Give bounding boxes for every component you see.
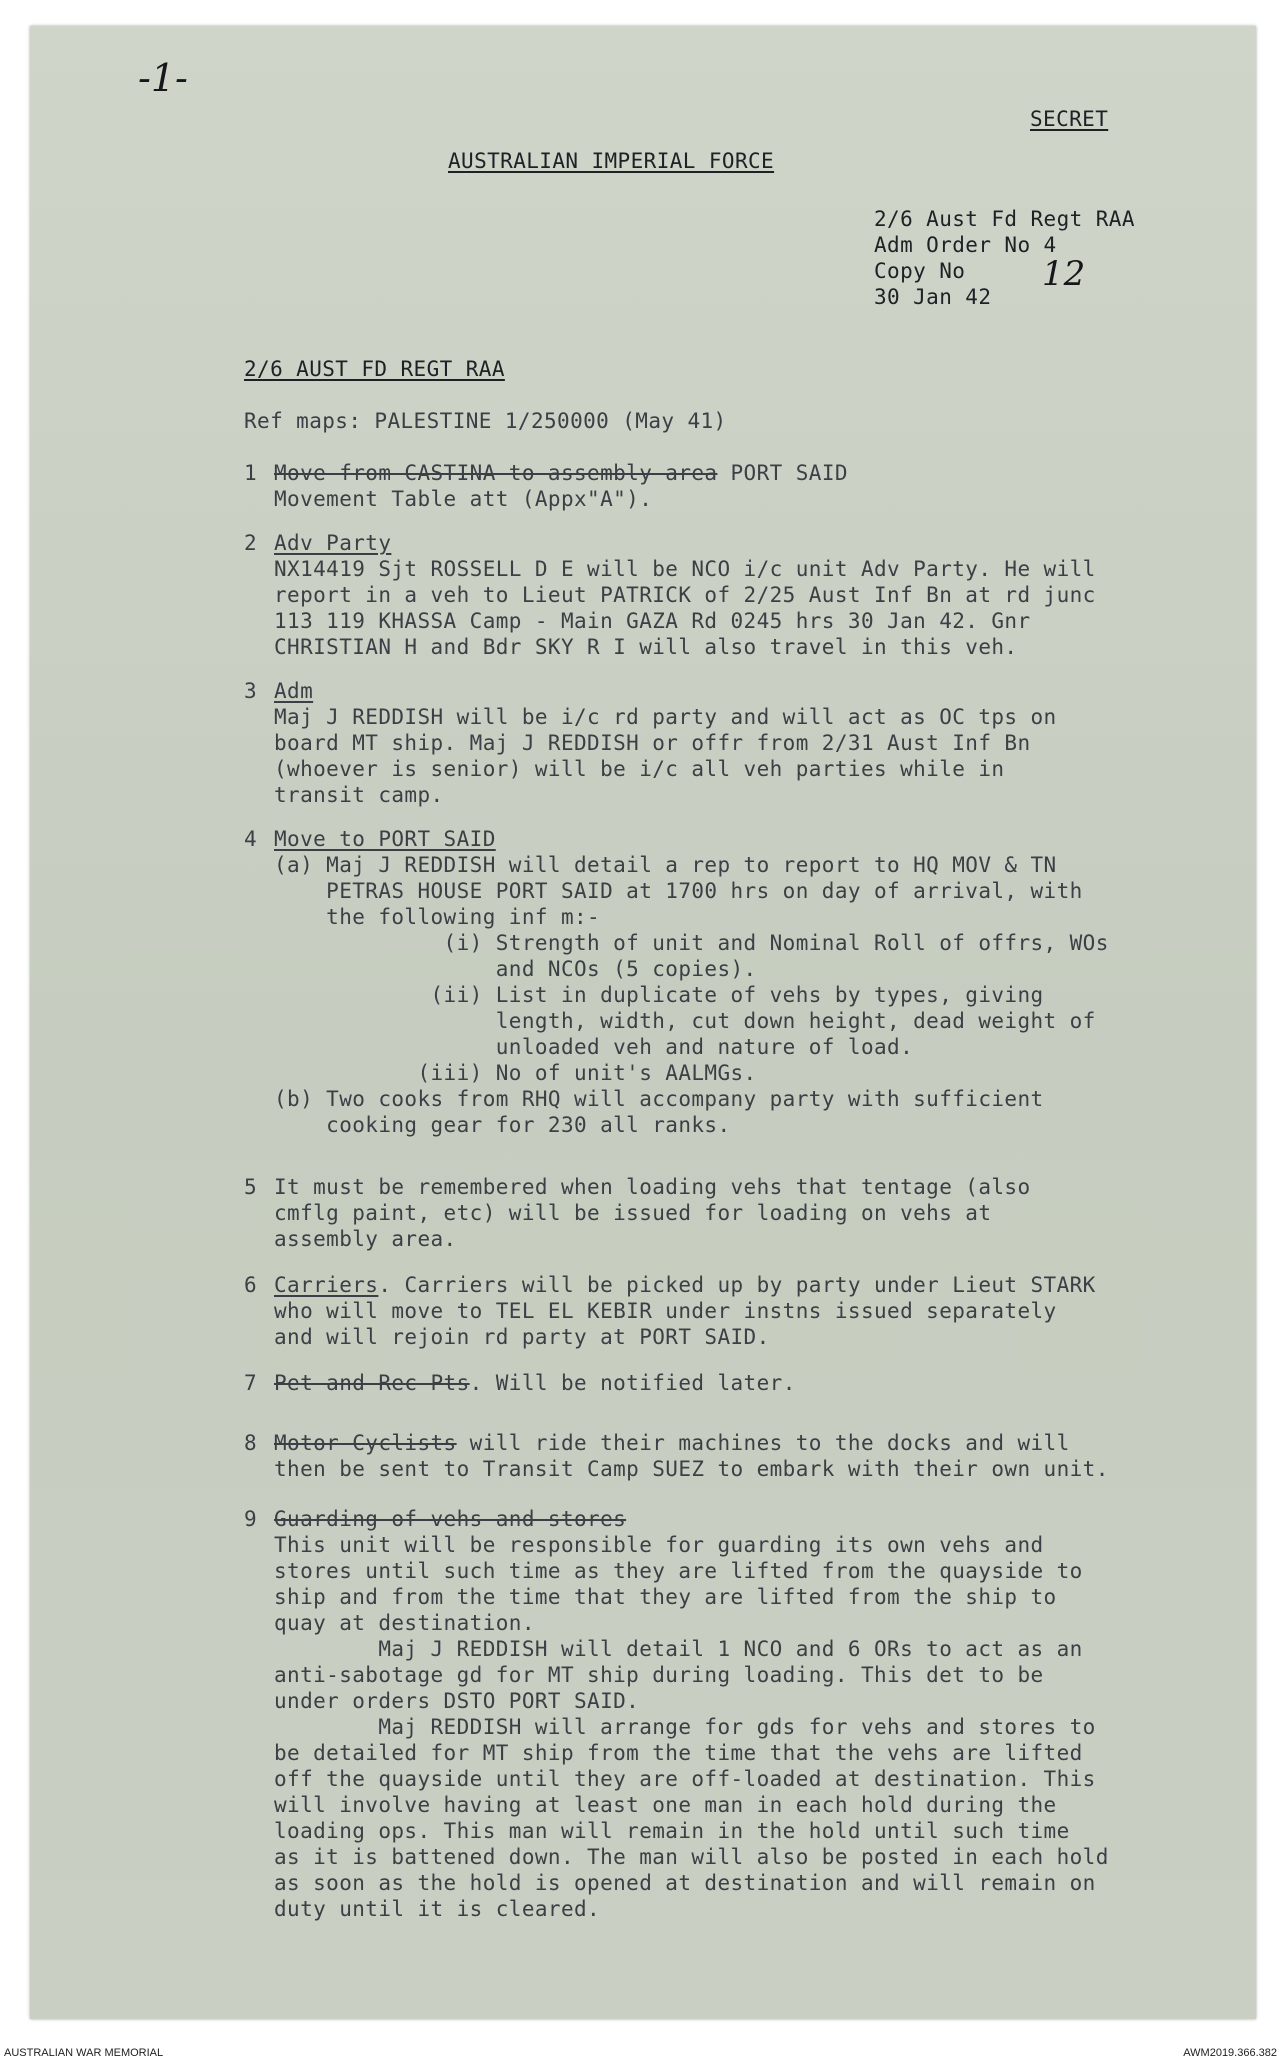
- item-title-tail: . Will be notified later.: [469, 1371, 796, 1395]
- item-line: cmflg paint, etc) will be issued for loading on vehs at: [274, 1201, 992, 1225]
- item-line: stores until such time as they are lifted from the quayside to: [274, 1559, 1083, 1583]
- item-line: be detailed for MT ship from the time that the vehs are lifted: [274, 1741, 1083, 1765]
- order-block: [874, 206, 1135, 310]
- item-line: loading ops. This man will remain in the hold until such time: [274, 1819, 1070, 1843]
- item-line: cooking gear for 230 all ranks.: [274, 1113, 731, 1137]
- item-title-tail: PORT SAID: [717, 461, 848, 485]
- item-line: as it is battened down. The man will also be posted in each hold: [274, 1845, 1109, 1869]
- item-line: who will move to TEL EL KEBIR under instns issued separately: [274, 1299, 1057, 1323]
- copy-label: Copy No: [874, 259, 966, 283]
- order-date: 30 Jan 42: [874, 285, 992, 309]
- order-number: Adm Order No 4: [874, 233, 1057, 257]
- handwritten-copy-number: 12: [1042, 254, 1086, 294]
- item-line: under orders DSTO PORT SAID.: [274, 1689, 640, 1713]
- item-line: and NCOs (5 copies).: [274, 957, 757, 981]
- item-line: Maj J REDDISH will be i/c rd party and will act as OC tps on: [274, 705, 1057, 729]
- item-number: 5: [244, 1175, 258, 1199]
- item-line: duty until it is cleared.: [274, 1897, 601, 1921]
- item-line: assembly area.: [274, 1227, 457, 1251]
- footer-institution: AUSTRALIAN WAR MEMORIAL: [4, 2047, 164, 2059]
- item-title: Guarding of vehs and stores: [274, 1507, 627, 1531]
- item-line: (whoever is senior) will be i/c all veh parties while in: [274, 757, 1005, 781]
- order-unit: 2/6 Aust Fd Regt RAA: [874, 207, 1135, 231]
- item-line: length, width, cut down height, dead weight of: [274, 1009, 1096, 1033]
- item-line: quay at destination.: [274, 1611, 535, 1635]
- item-line: report in a veh to Lieut PATRICK of 2/25 Aust Inf Bn at rd junc: [274, 583, 1096, 607]
- document-heading: AUSTRALIAN IMPERIAL FORCE: [448, 149, 775, 173]
- item-line: (b) Two cooks from RHQ will accompany party with sufficient: [274, 1087, 1044, 1111]
- document-page: [30, 26, 1256, 2019]
- item-line: (a) Maj J REDDISH will detail a rep to report to HQ MOV & TN: [274, 853, 1057, 877]
- item-line: (i) Strength of unit and Nominal Roll of offrs, WOs: [274, 931, 1109, 955]
- item-title-tail: will ride their machines to the docks and will: [456, 1431, 1070, 1455]
- item-line: the following inf m:-: [274, 905, 601, 929]
- footer-accession-number: AWM2019.366.382: [1183, 2047, 1277, 2059]
- item-title: Motor Cyclists: [274, 1431, 457, 1455]
- item-title: Move from CASTINA to assembly area: [274, 461, 718, 485]
- item-title: Move to PORT SAID: [274, 827, 496, 851]
- item-line: CHRISTIAN H and Bdr SKY R I will also travel in this veh.: [274, 635, 1018, 659]
- item-line: unloaded veh and nature of load.: [274, 1035, 914, 1059]
- item-number: 9: [244, 1507, 258, 1531]
- item-line: board MT ship. Maj J REDDISH or offr from 2/31 Aust Inf Bn: [274, 731, 1031, 755]
- item-title: Pet and Rec Pts: [274, 1371, 470, 1395]
- unit-title: 2/6 AUST FD REGT RAA: [244, 357, 505, 381]
- item-title: Carriers: [274, 1273, 379, 1297]
- item-line: Maj J REDDISH will detail 1 NCO and 6 ORs to act as an: [274, 1637, 1083, 1661]
- security-classification: SECRET: [1030, 107, 1109, 131]
- item-line: Movement Table att (Appx"A").: [274, 487, 653, 511]
- item-title: Adm: [274, 679, 314, 703]
- item-line: (iii) No of unit's AALMGs.: [274, 1061, 757, 1085]
- item-number: 1: [244, 461, 258, 485]
- item-number: 8: [244, 1431, 258, 1455]
- item-line: This unit will be responsible for guarding its own vehs and: [274, 1533, 1044, 1557]
- item-number: 2: [244, 531, 258, 555]
- item-line: NX14419 Sjt ROSSELL D E will be NCO i/c unit Adv Party. He will: [274, 557, 1096, 581]
- item-number: 3: [244, 679, 258, 703]
- item-line: 113 119 KHASSA Camp - Main GAZA Rd 0245 hrs 30 Jan 42. Gnr: [274, 609, 1031, 633]
- item-title-tail: . Carriers will be picked up by party under Lieut STARK: [378, 1273, 1096, 1297]
- margin-mark: -1-: [138, 56, 188, 100]
- item-number: 4: [244, 827, 258, 851]
- item-line: ship and from the time that they are lifted from the ship to: [274, 1585, 1057, 1609]
- item-line: PETRAS HOUSE PORT SAID at 1700 hrs on day of arrival, with: [274, 879, 1083, 903]
- item-line: (ii) List in duplicate of vehs by types, giving: [274, 983, 1044, 1007]
- item-number: 6: [244, 1273, 258, 1297]
- ref-maps: Ref maps: PALESTINE 1/250000 (May 41): [244, 409, 727, 433]
- item-line: Maj REDDISH will arrange for gds for vehs and stores to: [274, 1715, 1096, 1739]
- item-line: and will rejoin rd party at PORT SAID.: [274, 1325, 770, 1349]
- item-line: anti-sabotage gd for MT ship during loading. This det to be: [274, 1663, 1044, 1687]
- item-title-tail: It must be remembered when loading vehs that tentage (also: [274, 1175, 1031, 1199]
- item-line: will involve having at least one man in each hold during the: [274, 1793, 1057, 1817]
- item-title: Adv Party: [274, 531, 392, 555]
- item-line: then be sent to Transit Camp SUEZ to embark with their own unit.: [274, 1457, 1109, 1481]
- item-line: as soon as the hold is opened at destination and will remain on: [274, 1871, 1096, 1895]
- item-line: off the quayside until they are off-loaded at destination. This: [274, 1767, 1096, 1791]
- item-line: transit camp.: [274, 783, 444, 807]
- item-number: 7: [244, 1371, 258, 1395]
